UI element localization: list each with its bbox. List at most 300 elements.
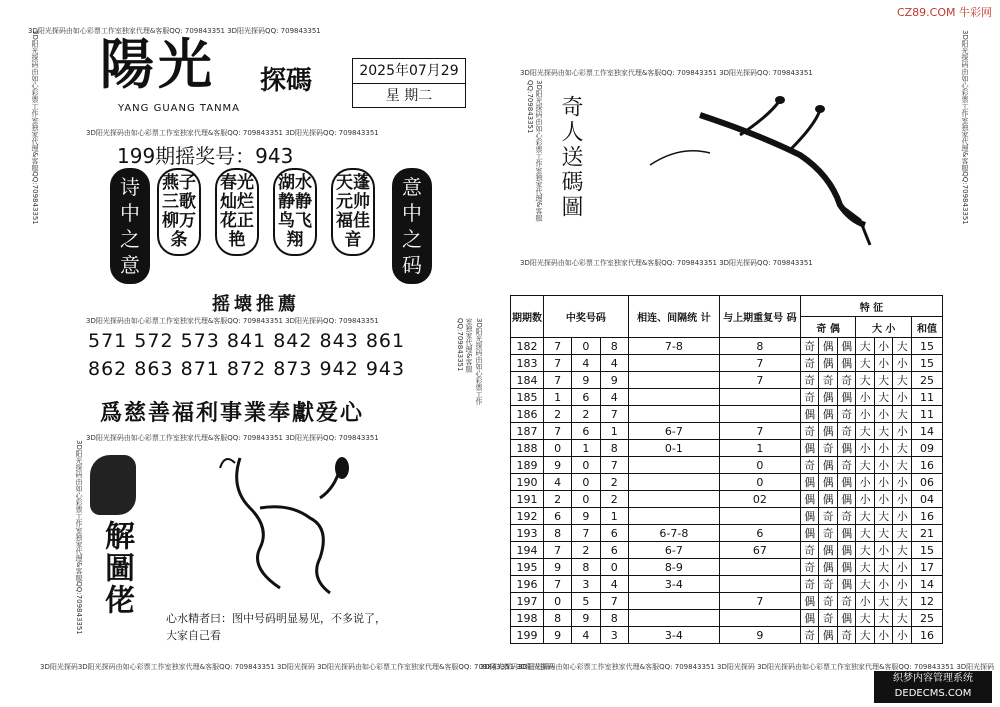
th-odd-even: 奇 偶 <box>800 317 856 338</box>
big-small-cell: 小 <box>893 423 912 440</box>
big-small-cell: 小 <box>856 389 875 406</box>
big-small-cell: 小 <box>893 559 912 576</box>
side-strip-left: 3D阳光探码由如心彩票工作室独家代理&客服QQ:709843351 <box>31 30 39 225</box>
odd-even-cell: 偶 <box>837 576 856 593</box>
issue-cell: 194 <box>511 542 544 559</box>
header-strip: 3D阳光探码由如心彩票工作室独家代理&客服QQ: 709843351 3D阳光探码QQ: 709843351 <box>28 27 321 35</box>
sub-strip-rec: 3D阳光探码由如心彩票工作室独家代理&客服QQ: 709843351 3D阳光探码QQ: 709843351 <box>86 317 379 325</box>
repeat-cell <box>719 559 800 576</box>
digit-cell: 1 <box>600 423 628 440</box>
odd-even-cell: 奇 <box>800 457 819 474</box>
sum-cell: 04 <box>912 491 943 508</box>
stats-cell: 7-8 <box>628 338 719 355</box>
odd-even-cell: 偶 <box>819 627 838 644</box>
big-small-cell: 小 <box>874 491 893 508</box>
issue-cell: 183 <box>511 355 544 372</box>
sub-strip-left: 3D阳光探码由如心彩票工作室独家代理&客服QQ: 709843351 3D阳光探码QQ: 709843351 <box>86 129 379 137</box>
repeat-cell <box>719 576 800 593</box>
big-small-cell: 大 <box>856 338 875 355</box>
stats-cell: 3-4 <box>628 576 719 593</box>
table-row <box>511 389 943 406</box>
big-small-cell: 大 <box>893 457 912 474</box>
table-row <box>511 525 943 542</box>
big-small-cell: 小 <box>893 474 912 491</box>
big-small-cell: 大 <box>856 355 875 372</box>
watermark-badge <box>874 671 992 703</box>
sum-cell: 16 <box>912 508 943 525</box>
th-big-small: 大 小 <box>856 317 912 338</box>
big-small-cell: 大 <box>856 372 875 389</box>
stats-cell: 6-7 <box>628 423 719 440</box>
odd-even-cell: 偶 <box>837 338 856 355</box>
big-small-cell: 大 <box>893 610 912 627</box>
digit-cell: 2 <box>544 406 572 423</box>
digit-cell: 0 <box>600 559 628 576</box>
side-strip-right: 3D阳光探码由如心彩票工作室独家代理&客服QQ:709843351 <box>961 30 969 225</box>
big-small-cell: 小 <box>874 542 893 559</box>
digit-cell: 6 <box>600 542 628 559</box>
digit-cell: 9 <box>572 508 600 525</box>
odd-even-cell: 偶 <box>819 542 838 559</box>
digit-cell: 0 <box>572 457 600 474</box>
site-tag: CZ89.COM 牛彩网 <box>896 6 992 19</box>
stats-cell <box>628 389 719 406</box>
sum-cell: 12 <box>912 593 943 610</box>
digit-cell: 9 <box>544 627 572 644</box>
odd-even-cell: 奇 <box>800 423 819 440</box>
odd-even-cell: 奇 <box>800 389 819 406</box>
digit-cell: 7 <box>544 372 572 389</box>
odd-even-cell: 偶 <box>819 474 838 491</box>
page-title-sub: 探碼 <box>260 66 313 96</box>
side-strip-poem: 3D阳光探码由如心彩票工作室独家代理&客服QQ:709843351 <box>526 80 543 222</box>
draw-result: 199期摇奖号：943 <box>117 144 294 168</box>
big-small-cell: 大 <box>893 593 912 610</box>
issue-cell: 189 <box>511 457 544 474</box>
big-small-cell: 大 <box>856 525 875 542</box>
table-row <box>511 474 943 491</box>
odd-even-cell: 奇 <box>800 338 819 355</box>
odd-even-cell: 奇 <box>837 457 856 474</box>
odd-even-cell: 偶 <box>837 525 856 542</box>
poem-3: 湖水静静鸟飞翔 <box>273 168 317 256</box>
digit-cell: 8 <box>600 338 628 355</box>
table-row <box>511 508 943 525</box>
big-small-cell: 小 <box>856 491 875 508</box>
digit-cell: 6 <box>572 423 600 440</box>
table-row <box>511 457 943 474</box>
poem-2: 春光灿烂花正艳 <box>215 168 259 256</box>
footer-strip-left: 3D阳光探码3D阳光探码由如心彩票工作室独家代理&客服QQ: 709843351 3D阳光探码 3D阳光探码由如心彩票工作室独家代理&客服QQ: 709843351 3D阳光探码 <box>40 663 555 671</box>
slogan: 爲慈善福利事業奉獻爱心 <box>100 400 365 426</box>
sum-cell: 15 <box>912 338 943 355</box>
odd-even-cell: 偶 <box>800 474 819 491</box>
digit-cell: 4 <box>600 576 628 593</box>
odd-even-cell: 偶 <box>800 440 819 457</box>
digit-cell: 0 <box>572 474 600 491</box>
digit-cell: 9 <box>572 610 600 627</box>
big-small-cell: 小 <box>874 355 893 372</box>
repeat-cell: 67 <box>719 542 800 559</box>
recommend-title: 摇壊推薦 <box>212 294 300 315</box>
th-number: 中奖号码 <box>544 296 629 338</box>
repeat-cell <box>719 508 800 525</box>
big-small-cell: 大 <box>893 525 912 542</box>
digit-cell: 6 <box>572 389 600 406</box>
sum-cell: 14 <box>912 423 943 440</box>
big-small-cell: 小 <box>893 627 912 644</box>
stats-cell <box>628 508 719 525</box>
table-row <box>511 406 943 423</box>
table-row <box>511 559 943 576</box>
issue-cell: 190 <box>511 474 544 491</box>
big-small-cell: 大 <box>893 406 912 423</box>
sum-cell: 09 <box>912 440 943 457</box>
big-small-cell: 大 <box>893 372 912 389</box>
big-small-cell: 小 <box>893 389 912 406</box>
repeat-cell: 7 <box>719 593 800 610</box>
odd-even-cell: 偶 <box>800 491 819 508</box>
odd-even-cell: 奇 <box>800 542 819 559</box>
date-box <box>352 58 466 108</box>
side-strip-jie: 3D阳光探码由如心彩票工作室独家代理&客服QQ:709843351 <box>75 440 83 635</box>
repeat-cell <box>719 389 800 406</box>
issue-cell: 193 <box>511 525 544 542</box>
sum-cell: 15 <box>912 542 943 559</box>
digit-cell: 7 <box>544 338 572 355</box>
big-small-cell: 大 <box>893 338 912 355</box>
table-row <box>511 593 943 610</box>
repeat-cell <box>719 406 800 423</box>
digit-cell: 6 <box>544 508 572 525</box>
repeat-cell: 8 <box>719 338 800 355</box>
issue-cell: 192 <box>511 508 544 525</box>
odd-even-cell: 偶 <box>800 525 819 542</box>
odd-even-cell: 奇 <box>800 576 819 593</box>
odd-even-cell: 奇 <box>837 423 856 440</box>
big-small-cell: 大 <box>874 559 893 576</box>
issue-cell: 198 <box>511 610 544 627</box>
repeat-cell: 0 <box>719 457 800 474</box>
digit-cell: 3 <box>572 576 600 593</box>
jie-label: 解圖佬 <box>99 520 134 616</box>
page-title: 陽光 <box>100 32 216 96</box>
digit-cell: 2 <box>572 406 600 423</box>
big-small-cell: 大 <box>856 423 875 440</box>
table-row <box>511 627 943 644</box>
digit-cell: 7 <box>572 525 600 542</box>
stats-cell <box>628 355 719 372</box>
big-small-cell: 小 <box>874 627 893 644</box>
odd-even-cell: 偶 <box>837 440 856 457</box>
digit-cell: 8 <box>544 610 572 627</box>
big-small-cell: 小 <box>893 491 912 508</box>
repeat-cell: 7 <box>719 423 800 440</box>
odd-even-cell: 偶 <box>800 610 819 627</box>
sum-cell: 16 <box>912 627 943 644</box>
odd-even-cell: 奇 <box>819 610 838 627</box>
repeat-cell <box>719 610 800 627</box>
big-small-cell: 小 <box>893 355 912 372</box>
digit-cell: 2 <box>600 474 628 491</box>
odd-even-cell: 偶 <box>800 593 819 610</box>
digit-cell: 8 <box>600 440 628 457</box>
digit-cell: 0 <box>544 440 572 457</box>
repeat-cell: 0 <box>719 474 800 491</box>
th-stats: 相连、间隔统 计 <box>628 296 719 338</box>
digit-cell: 7 <box>544 576 572 593</box>
big-small-cell: 大 <box>856 508 875 525</box>
weekday-text: 星 期二 <box>385 88 433 104</box>
odd-even-cell: 偶 <box>837 474 856 491</box>
poem-group <box>157 168 375 256</box>
digit-cell: 2 <box>600 491 628 508</box>
th-sum: 和值 <box>912 317 943 338</box>
odd-even-cell: 偶 <box>819 423 838 440</box>
stats-cell <box>628 457 719 474</box>
sub-strip-right-2: 3D阳光探码由如心彩票工作室独家代理&客服QQ: 709843351 3D阳光探码QQ: 709843351 <box>520 259 813 267</box>
caption-line-1: 心水精者曰：图中号码明显易见，不多说了， <box>166 612 386 625</box>
poem-vertical: 奇人送碼圖 <box>558 95 583 220</box>
recommend-row-2: 862 863 871 872 873 942 943 <box>88 358 406 380</box>
watermark-line-1: 织梦内容管理系统 <box>893 673 973 684</box>
odd-even-cell: 奇 <box>837 508 856 525</box>
repeat-cell: 7 <box>719 372 800 389</box>
issue-cell: 188 <box>511 440 544 457</box>
big-small-cell: 大 <box>874 610 893 627</box>
sum-cell: 14 <box>912 576 943 593</box>
sub-strip-jie: 3D阳光探码由如心彩票工作室独家代理&客服QQ: 709843351 3D阳光探码QQ: 709843351 <box>86 434 379 442</box>
digit-cell: 9 <box>572 372 600 389</box>
table-row <box>511 440 943 457</box>
odd-even-cell: 偶 <box>837 610 856 627</box>
odd-even-cell: 偶 <box>800 508 819 525</box>
odd-even-cell: 奇 <box>837 593 856 610</box>
digit-cell: 3 <box>600 627 628 644</box>
big-small-cell: 小 <box>856 406 875 423</box>
repeat-cell: 7 <box>719 355 800 372</box>
th-issue: 期期数 <box>511 296 544 338</box>
odd-even-cell: 偶 <box>837 491 856 508</box>
issue-cell: 182 <box>511 338 544 355</box>
odd-even-cell: 偶 <box>837 389 856 406</box>
digit-cell: 1 <box>544 389 572 406</box>
digit-cell: 5 <box>572 593 600 610</box>
issue-cell: 199 <box>511 627 544 644</box>
table-row <box>511 542 943 559</box>
table-row <box>511 491 943 508</box>
odd-even-cell: 偶 <box>819 457 838 474</box>
odd-even-cell: 偶 <box>800 406 819 423</box>
odd-even-cell: 奇 <box>819 440 838 457</box>
big-small-cell: 小 <box>874 338 893 355</box>
big-small-cell: 大 <box>856 457 875 474</box>
odd-even-cell: 偶 <box>837 355 856 372</box>
big-small-cell: 小 <box>874 576 893 593</box>
date-text: 2025年07月29 <box>353 59 465 84</box>
big-small-cell: 大 <box>893 440 912 457</box>
digit-cell: 9 <box>544 457 572 474</box>
digit-cell: 4 <box>600 355 628 372</box>
odd-even-cell: 偶 <box>819 406 838 423</box>
odd-even-cell: 偶 <box>819 491 838 508</box>
th-feature: 特 征 <box>800 296 942 317</box>
big-small-cell: 大 <box>856 576 875 593</box>
big-small-cell: 小 <box>856 440 875 457</box>
title-pinyin: YANG GUANG TANMA <box>118 103 241 114</box>
digit-cell: 4 <box>544 474 572 491</box>
repeat-cell: 9 <box>719 627 800 644</box>
sum-cell: 16 <box>912 457 943 474</box>
digit-cell: 7 <box>544 355 572 372</box>
big-small-cell: 大 <box>874 372 893 389</box>
stats-cell: 8-9 <box>628 559 719 576</box>
stats-cell: 6-7 <box>628 542 719 559</box>
stats-cell <box>628 610 719 627</box>
puzzle-drawing-left <box>200 448 370 598</box>
digit-cell: 6 <box>600 525 628 542</box>
odd-even-cell: 奇 <box>819 508 838 525</box>
digit-cell: 7 <box>600 457 628 474</box>
issue-cell: 195 <box>511 559 544 576</box>
odd-even-cell: 奇 <box>819 576 838 593</box>
odd-even-cell: 奇 <box>819 593 838 610</box>
big-small-cell: 大 <box>874 525 893 542</box>
table-row <box>511 355 943 372</box>
sum-cell: 11 <box>912 389 943 406</box>
sum-cell: 25 <box>912 610 943 627</box>
odd-even-cell: 偶 <box>837 542 856 559</box>
digit-cell: 0 <box>544 593 572 610</box>
history-table <box>510 295 943 644</box>
stats-cell <box>628 593 719 610</box>
digit-cell: 7 <box>600 406 628 423</box>
digit-cell: 9 <box>544 559 572 576</box>
digit-cell: 4 <box>572 627 600 644</box>
stats-cell <box>628 406 719 423</box>
odd-even-cell: 偶 <box>819 355 838 372</box>
issue-cell: 185 <box>511 389 544 406</box>
odd-even-cell: 奇 <box>819 525 838 542</box>
big-small-cell: 大 <box>874 389 893 406</box>
poem-4: 天蓬元帅福佳音 <box>331 168 375 256</box>
sum-cell: 06 <box>912 474 943 491</box>
stats-cell: 6-7-8 <box>628 525 719 542</box>
side-strip-rec: 3D阳光探码由如心彩票工作室独家代理&客服QQ:709843351 <box>456 318 483 405</box>
footer-strip-right: 3D阳光探码3D阳光探码由如心彩票工作室独家代理&客服QQ: 709843351 3D阳光探码 3D阳光探码由如心彩票工作室独家代理&客服QQ: 709843351 3D阳光探码 <box>480 663 995 671</box>
stats-cell <box>628 372 719 389</box>
table-row <box>511 423 943 440</box>
digit-cell: 1 <box>600 508 628 525</box>
odd-even-cell: 奇 <box>819 372 838 389</box>
issue-cell: 196 <box>511 576 544 593</box>
odd-even-cell: 偶 <box>819 389 838 406</box>
sum-cell: 21 <box>912 525 943 542</box>
digit-cell: 2 <box>544 491 572 508</box>
big-small-cell: 大 <box>856 542 875 559</box>
issue-cell: 197 <box>511 593 544 610</box>
portrait-image <box>90 455 136 515</box>
history-table-body <box>511 338 943 644</box>
big-small-cell: 大 <box>874 593 893 610</box>
poem-1: 燕子三歌柳万条 <box>157 168 201 256</box>
table-row <box>511 372 943 389</box>
sum-cell: 11 <box>912 406 943 423</box>
repeat-cell: 1 <box>719 440 800 457</box>
odd-even-cell: 奇 <box>800 627 819 644</box>
sum-cell: 15 <box>912 355 943 372</box>
th-repeat: 与上期重复号 码 <box>719 296 800 338</box>
caption <box>166 610 386 644</box>
caption-line-2: 大家自己看 <box>166 629 221 642</box>
digit-cell: 2 <box>572 542 600 559</box>
big-small-cell: 小 <box>856 593 875 610</box>
big-small-cell: 小 <box>874 457 893 474</box>
issue-cell: 191 <box>511 491 544 508</box>
big-small-cell: 小 <box>893 576 912 593</box>
repeat-cell: 02 <box>719 491 800 508</box>
left-badge <box>110 168 150 284</box>
big-small-cell: 大 <box>893 542 912 559</box>
stats-cell <box>628 491 719 508</box>
sum-cell: 17 <box>912 559 943 576</box>
issue-cell: 184 <box>511 372 544 389</box>
sub-strip-right: 3D阳光探码由如心彩票工作室独家代理&客服QQ: 709843351 3D阳光探码QQ: 709843351 <box>520 69 813 77</box>
digit-cell: 7 <box>544 423 572 440</box>
watermark-line-2: DEDECMS.COM <box>894 688 972 699</box>
stats-cell: 3-4 <box>628 627 719 644</box>
repeat-cell: 6 <box>719 525 800 542</box>
big-small-cell: 大 <box>874 508 893 525</box>
odd-even-cell: 奇 <box>837 372 856 389</box>
stats-cell <box>628 474 719 491</box>
recommend-row-1: 571 572 573 841 842 843 861 <box>88 330 406 352</box>
odd-even-cell: 奇 <box>837 627 856 644</box>
branch-drawing <box>640 95 880 245</box>
odd-even-cell: 偶 <box>819 559 838 576</box>
digit-cell: 7 <box>544 542 572 559</box>
digit-cell: 1 <box>572 440 600 457</box>
digit-cell: 4 <box>600 389 628 406</box>
big-small-cell: 大 <box>874 423 893 440</box>
odd-even-cell: 偶 <box>837 559 856 576</box>
right-badge <box>392 168 432 284</box>
big-small-cell: 大 <box>856 610 875 627</box>
odd-even-cell: 偶 <box>819 338 838 355</box>
digit-cell: 0 <box>572 491 600 508</box>
left-badge-text: 诗中之意 <box>120 175 140 277</box>
digit-cell: 7 <box>600 593 628 610</box>
odd-even-cell: 奇 <box>800 355 819 372</box>
big-small-cell: 大 <box>856 559 875 576</box>
table-row <box>511 576 943 593</box>
big-small-cell: 小 <box>856 474 875 491</box>
digit-cell: 8 <box>544 525 572 542</box>
table-row <box>511 610 943 627</box>
big-small-cell: 大 <box>856 627 875 644</box>
big-small-cell: 小 <box>874 474 893 491</box>
big-small-cell: 小 <box>874 406 893 423</box>
digit-cell: 9 <box>600 372 628 389</box>
big-small-cell: 小 <box>893 508 912 525</box>
big-small-cell: 小 <box>874 440 893 457</box>
digit-cell: 0 <box>572 338 600 355</box>
sum-cell: 25 <box>912 372 943 389</box>
issue-cell: 186 <box>511 406 544 423</box>
odd-even-cell: 奇 <box>800 559 819 576</box>
right-badge-text: 意中之码 <box>402 175 422 277</box>
digit-cell: 4 <box>572 355 600 372</box>
